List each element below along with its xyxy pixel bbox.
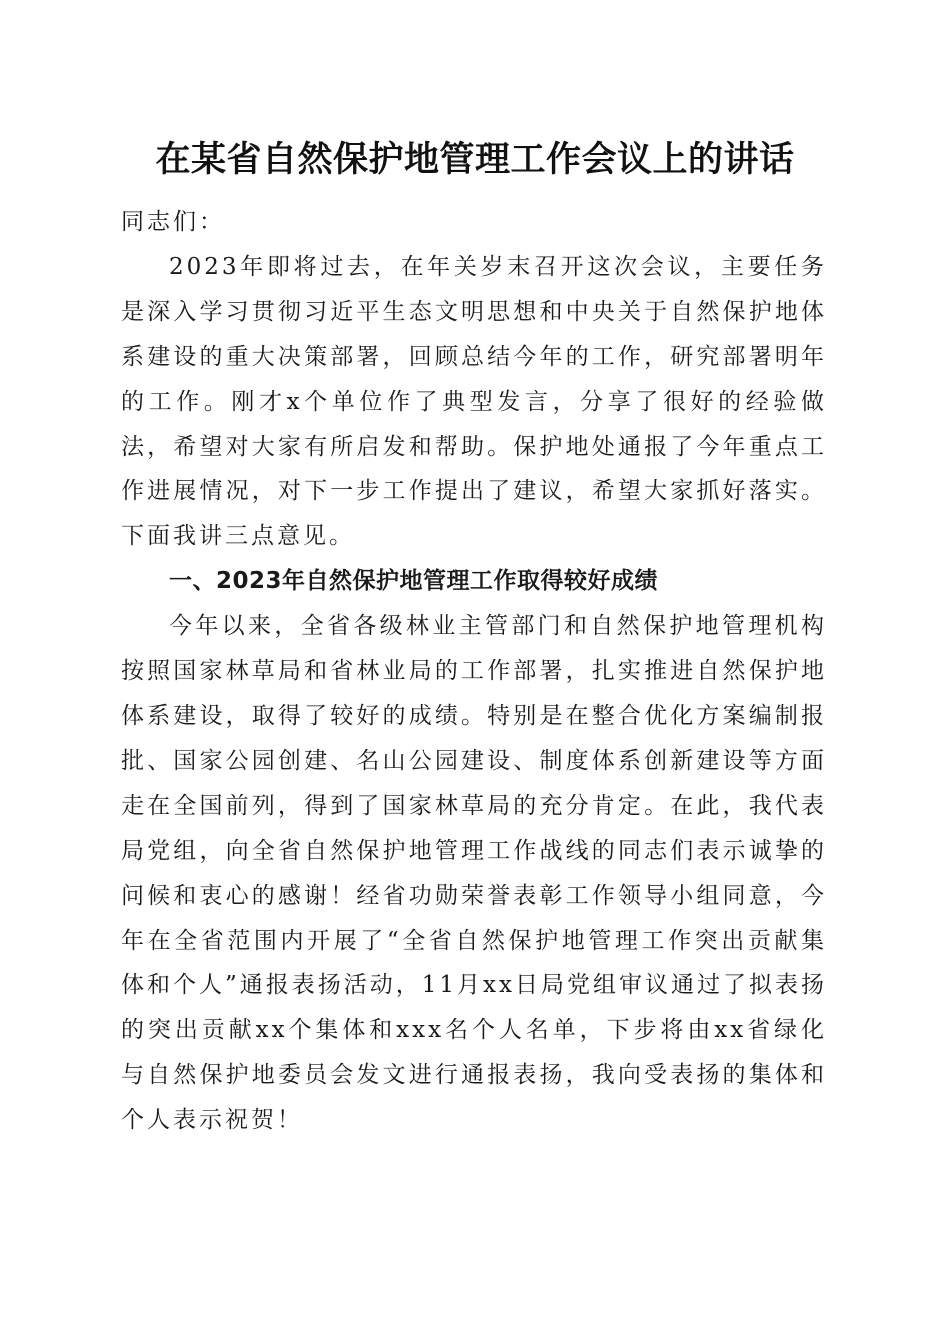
body-paragraph: 2023年即将过去，在年关岁末召开这次会议，主要任务是深入学习贯彻习近平生态文明思想和中央关于自然保护地体系建设的重大决策部署，回顾总结今年的工作，研究部署明年的工作。刚才x个单位作了典型发言，分享了很好的经验做法，希望对大家有所启发和帮助。保护地处通报了今年重点工作进展情况，对下一步工作提出了建议，希望大家抓好落实。下面我讲三点意见。	[121, 253, 827, 550]
document-body	[121, 200, 827, 1143]
document-title: 在某省自然保护地管理工作会议上的讲话	[155, 139, 795, 180]
salutation: 同志们：	[121, 209, 225, 235]
section-paragraph: 今年以来，全省各级林业主管部门和自然保护地管理机构按照国家林草局和省林业局的工作部署，扎实推进自然保护地体系建设，取得了较好的成绩。特别是在整合优化方案编制报批、国家公园创建、名山公园建设、制度体系创新建设等方面走在全国前列，得到了国家林草局的充分肯定。在此，我代表局党组，向全省自然保护地管理工作战线的同志们表示诚挚的问候和衷心的感谢！经省功勋荣誉表彰工作领导小组同意，今年在全省范围内开展了“全省自然保护地管理工作突出贡献集体和个人”通报表扬活动，11月xx日局党组审议通过了拟表扬的突出贡献xx个集体和xxx名个人名单，下步将由xx省绿化与自然保护地委员会发文进行通报表扬，我向受表扬的集体和个人表示祝贺！	[121, 613, 827, 1134]
section-heading: 一、2023年自然保护地管理工作取得较好成绩	[169, 568, 659, 595]
